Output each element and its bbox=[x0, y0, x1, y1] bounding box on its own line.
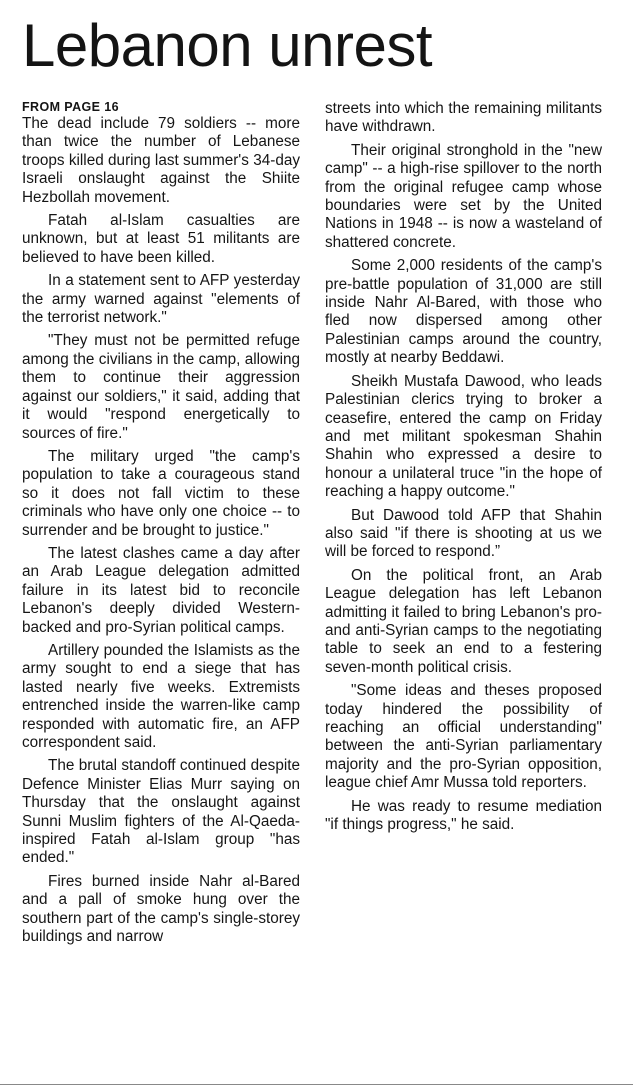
article-paragraph: The military urged "the camp's population to take a courageous stand so it does not fall victim to these criminals who have only one choice -- to surrender and be brought to justice." bbox=[22, 447, 300, 539]
headline: Lebanon unrest bbox=[22, 12, 433, 79]
article-paragraph: Some 2,000 residents of the camp's pre-battle population of 31,000 are still inside Nahr Al-Bared, with those who fled now dispersed among other Palestinian camps around the country, mostly at nearby Beddawi. bbox=[325, 257, 602, 367]
article-column-left bbox=[22, 100, 300, 951]
article-paragraph: "Some ideas and theses proposed today hindered the possibility of reaching an official understanding" between the anti-Syrian parliamentary majority and the pro-Syrian opposition, league chief Amr Mussa told reporters. bbox=[325, 682, 602, 792]
article-paragraph: Fatah al-Islam casualties are unknown, but at least 51 militants are believed to have been killed. bbox=[22, 212, 300, 266]
article-paragraph: "They must not be permitted refuge among the civilians in the camp, allowing them to continue their aggression against our soldiers," it said, adding that it would "respond energetically to sources of fire." bbox=[22, 332, 300, 442]
article-paragraph: But Dawood told AFP that Shahin also said "if there is shooting at us we will be forced to respond.” bbox=[325, 506, 602, 561]
article-paragraph: Artillery pounded the Islamists as the army sought to end a siege that has lasted nearly five weeks. Extremists entrenched inside the warren-like camp responded with automatic fire, an AFP correspondent said. bbox=[22, 641, 300, 751]
article-paragraph: The latest clashes came a day after an Arab League delegation admitted failure in its latest bid to reconcile Lebanon's deeply divided Western-backed and pro-Syrian political camps. bbox=[22, 544, 300, 636]
article-paragraph: streets into which the remaining militants have withdrawn. bbox=[325, 100, 602, 136]
continued-from-label: FROM PAGE 16 bbox=[22, 100, 119, 114]
article-paragraph: The dead include 79 soldiers -- more than twice the number of Lebanese troops killed during last summer's 34-day Israeli onslaught against the Shiite Hezbollah movement. bbox=[22, 115, 300, 206]
article-column-right bbox=[325, 100, 602, 839]
article-paragraph: Their original stronghold in the "new camp" -- a high-rise spillover to the north from the original refugee camp whose boundaries were set by the United Nations in 1948 -- is now a wasteland of shattered concrete. bbox=[325, 141, 602, 251]
article-paragraph: The brutal standoff continued despite Defence Minister Elias Murr saying on Thursday that the onslaught against Sunni Muslim fighters of the Al-Qaeda-inspired Fatah al-Islam group "has ended." bbox=[22, 757, 300, 867]
bottom-rule bbox=[0, 1084, 633, 1085]
article-paragraph: In a statement sent to AFP yesterday the army warned against "elements of the terrorist network." bbox=[22, 272, 300, 327]
article-paragraph: On the political front, an Arab League delegation has left Lebanon admitting it failed to bring Lebanon's pro- and anti-Syrian camps to the negotiating table to seek an end to a festering seven-month political crisis. bbox=[325, 566, 602, 676]
article-paragraph: He was ready to resume mediation "if things progress," he said. bbox=[325, 797, 602, 834]
article-paragraph: Sheikh Mustafa Dawood, who leads Palestinian clerics trying to broker a ceasefire, entered the camp on Friday and met militant spokesman Shahin Shahin who expressed a desire to honour a unilateral truce "in the hope of reaching a happy outcome." bbox=[325, 372, 602, 501]
article-paragraph: Fires burned inside Nahr al-Bared and a pall of smoke hung over the southern part of the camp's single-storey buildings and narrow bbox=[22, 872, 300, 946]
